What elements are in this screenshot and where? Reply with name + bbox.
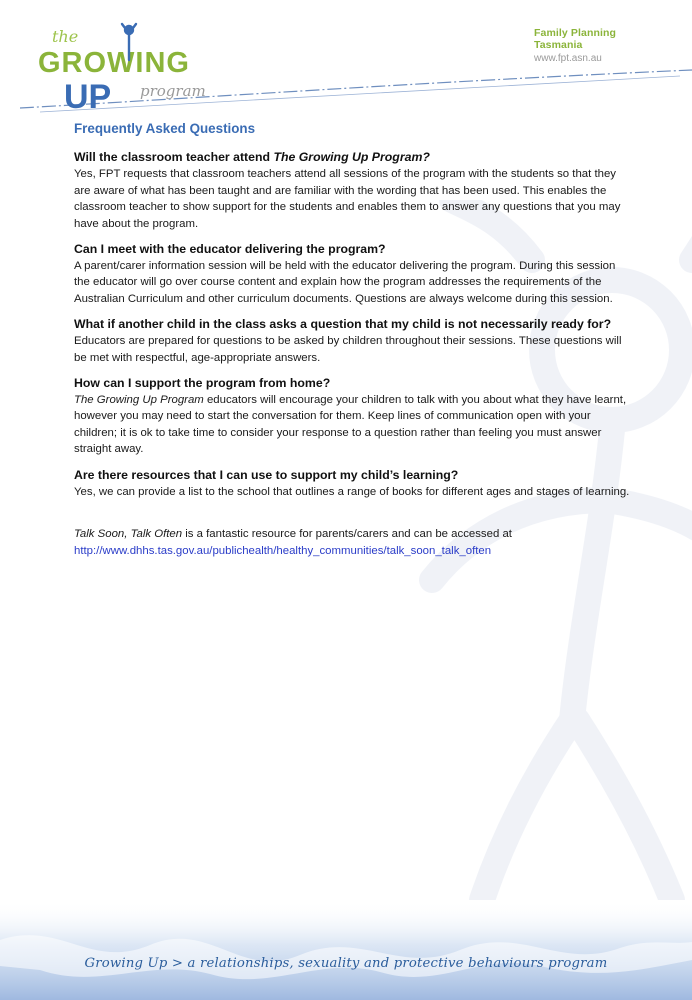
faq-answer-4-italic: The Growing Up Program: [74, 394, 204, 407]
logo-word-up: UP: [64, 78, 112, 112]
logo-word-growing: GROWING: [38, 47, 190, 79]
footer-tagline: Growing Up > a relationships, sexuality and protective behaviours program: [84, 956, 608, 971]
faq-question-1-italic: The Growing Up Program?: [273, 150, 430, 165]
resource-paragraph: [74, 526, 630, 559]
organisation-info: [534, 27, 658, 64]
resource-title: Talk Soon, Talk Often: [74, 528, 183, 541]
resource-link[interactable]: http://www.dhhs.tas.gov.au/publichealth/healthy_communities/talk_soon_talk_often: [74, 544, 492, 557]
faq-question-4: How can I support the program from home?: [74, 376, 331, 391]
faq-title: Frequently Asked Questions: [74, 121, 256, 136]
organisation-url[interactable]: www.fpt.asn.au: [534, 53, 602, 64]
faq-question-2: Can I meet with the educator delivering the program?: [74, 242, 386, 257]
faq-question-1: [74, 149, 630, 166]
faq-content: [74, 121, 630, 568]
faq-answer-4: [74, 392, 630, 458]
organisation-name: Family Planning Tasmania: [534, 27, 617, 51]
faq-question-1-text: Will the classroom teacher attend: [74, 150, 274, 165]
faq-answer-2: A parent/carer information session will be held with the educator delivering the program. During this session the educator will go over course content and explain how the program addresses the requirements of the Australian Curriculum and other curriculum documents. Questions are always welcome during this session.: [74, 260, 616, 305]
resource-text: is a fantastic resource for parents/carers and can be accessed at: [182, 528, 512, 541]
logo-word-the: the: [52, 27, 79, 46]
faq-answer-1: Yes, FPT requests that classroom teachers attend all sessions of the program with the students so that they are aware of what has been taught and are familiar with the wording that has been used. This enables the classroom teacher to show support for the students and enables them to answer any questions that you may have about the program.: [74, 168, 621, 230]
faq-answer-3: Educators are prepared for questions to be asked by children throughout their sessions. These questions will be met with respectful, age-appropriate answers.: [74, 335, 622, 364]
footer-band-graphic: [0, 900, 692, 1000]
faq-answer-4-text: educators will encourage your children to talk with you about what they have learnt, however you may need to start the conversation for them. Keep lines of communication open with your children; it is ok to take time to consider your response to a question rather than feeling you must answer straight away.: [74, 394, 627, 456]
faq-question-5: Are there resources that I can use to support my child’s learning?: [74, 467, 459, 482]
faq-answer-5: Yes, we can provide a list to the school that outlines a range of books for different ages and stages of learning.: [74, 485, 630, 498]
logo-word-program: program: [140, 82, 206, 100]
growing-up-program-logo: [28, 20, 218, 112]
faq-question-3: What if another child in the class asks a question that my child is not necessarily ready for?: [74, 317, 612, 332]
